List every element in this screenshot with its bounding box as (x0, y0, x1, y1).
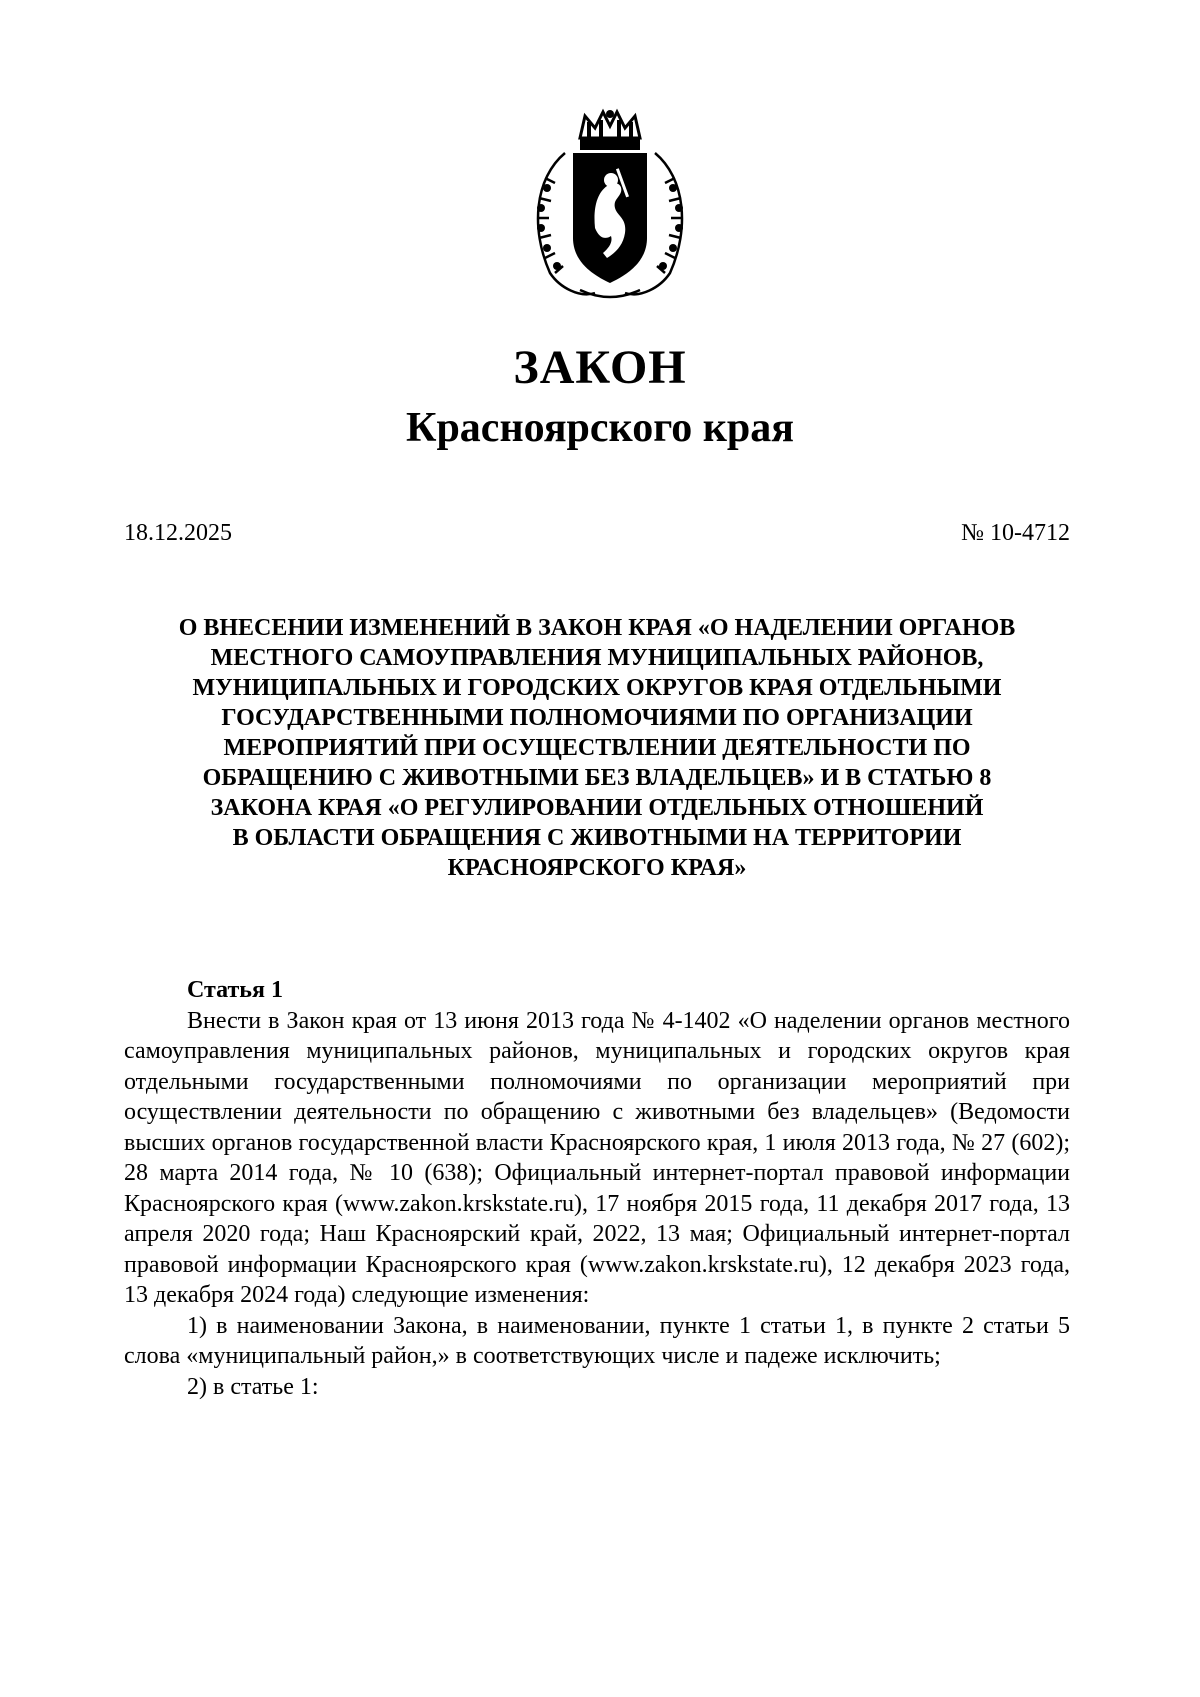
crown-icon (580, 110, 640, 150)
heading-line: ГОСУДАРСТВЕННЫМИ ПОЛНОМОЧИЯМИ ПО ОРГАНИЗАЦИИ (221, 705, 973, 731)
heading-line: В ОБЛАСТИ ОБРАЩЕНИЯ С ЖИВОТНЫМИ НА ТЕРРИТОРИИ (232, 825, 962, 851)
article-paragraph: 2) в статье 1: (187, 1373, 319, 1400)
heading-line: МЕСТНОГО САМОУПРАВЛЕНИЯ МУНИЦИПАЛЬНЫХ РАЙОНОВ, (210, 645, 984, 671)
heading-line: МЕРОПРИЯТИЙ ПРИ ОСУЩЕСТВЛЕНИИ ДЕЯТЕЛЬНОСТИ ПО (223, 735, 971, 761)
law-title: ЗАКОН (513, 341, 687, 394)
law-heading (124, 613, 1070, 883)
heading-line: КРАСНОЯРСКОГО КРАЯ» (447, 855, 747, 881)
heading-line: О ВНЕСЕНИИ ИЗМЕНЕНИЙ В ЗАКОН КРАЯ «О НАДЕЛЕНИИ ОРГАНОВ (178, 615, 1016, 641)
article-body (124, 975, 1070, 1402)
coat-of-arms-emblem (525, 108, 695, 308)
law-date: 18.12.2025 (124, 520, 232, 546)
article-title: Статья 1 (187, 977, 283, 1003)
heading-line: ЗАКОНА КРАЯ «О РЕГУЛИРОВАНИИ ОТДЕЛЬНЫХ ОТНОШЕНИЙ (210, 795, 984, 821)
article-paragraph: Внести в Закон края от 13 июня 2013 года № 4-1402 «О наделении органов местного самоуправления муниципальных районов, муниципальных и городских округов края отдельными государственными полномочиями по организации мероприятий при осуществлении деятельности по обращению с животными без владельцев» (Ведомости высших органов государственной власти Красноярского края, 1 июля 2013 года, № 27 (602); 28 марта 2014 года, № 10 (638); Официальный интернет-портал правовой информации Красноярского края (www.zakon.krskstate.ru), 17 ноября 2015 года, 11 декабря 2017 года, 13 апреля 2020 года; Наш Красноярский край, 2022, 13 мая; Официальный интернет-портал правовой информации Красноярского края (www.zakon.krskstate.ru), 12 декабря 2023 года, 13 декабря 2024 года) следующие изменения: (124, 1007, 1070, 1308)
law-number: № 10-4712 (961, 520, 1070, 546)
heading-line: МУНИЦИПАЛЬНЫХ И ГОРОДСКИХ ОКРУГОВ КРАЯ ОТДЕЛЬНЫМИ (192, 675, 1002, 701)
article-paragraph: 1) в наименовании Закона, в наименовании, пункте 1 статьи 1, в пункте 2 статьи 5 слова «муниципальный район,» в соответствующих числе и падеже исключить; (124, 1312, 1070, 1369)
heading-line: ОБРАЩЕНИЮ С ЖИВОТНЫМИ БЕЗ ВЛАДЕЛЬЦЕВ» И В СТАТЬЮ 8 (202, 765, 992, 791)
region-title: Красноярского края (405, 405, 795, 451)
